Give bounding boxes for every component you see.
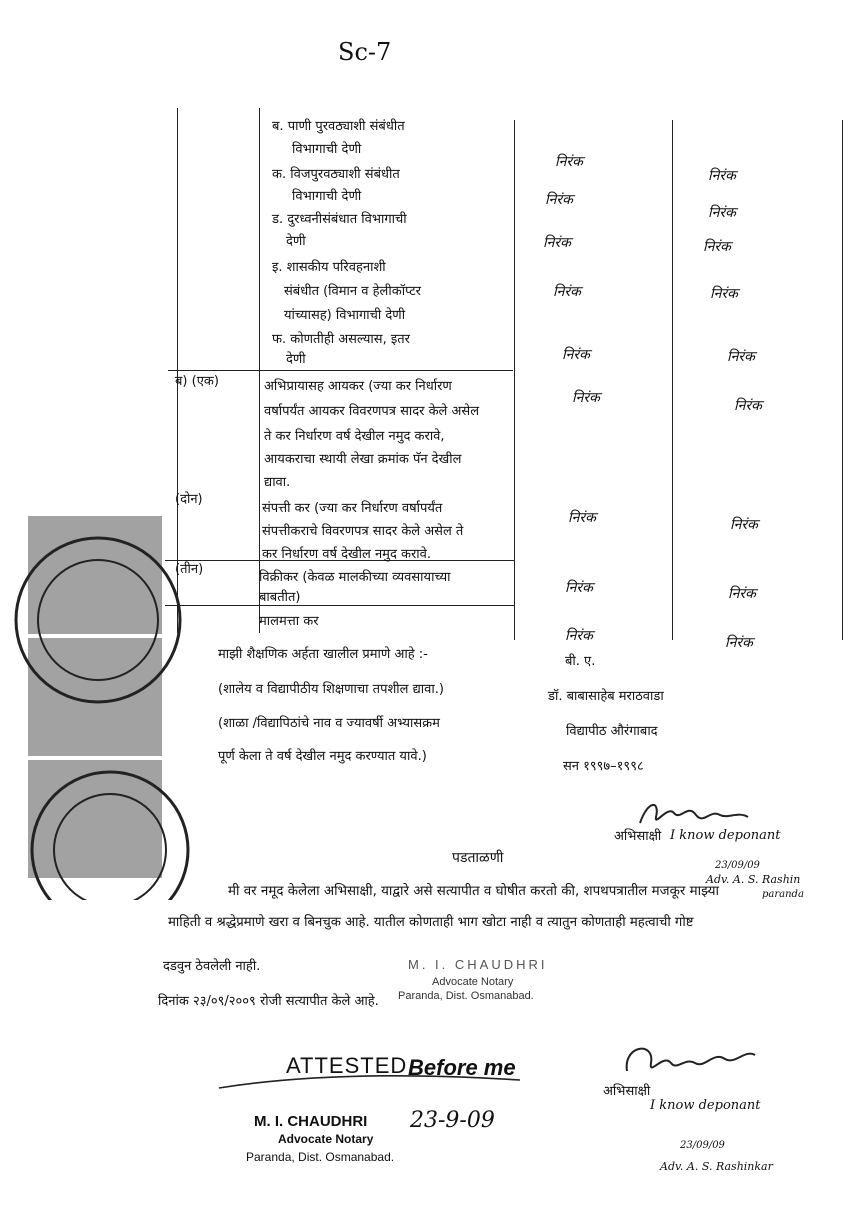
education-value: सन १९९७–१९९८ xyxy=(563,759,644,774)
section-number: ब) (एक) xyxy=(175,374,219,389)
row-label: विभागाची देणी xyxy=(292,189,362,204)
deponent-note: Adv. A. S. Rashinkar xyxy=(660,1160,773,1173)
notary-name: M. I. CHAUDHRI xyxy=(254,1113,368,1130)
deponent-note: I know deponant xyxy=(670,828,781,843)
table-line xyxy=(842,120,843,640)
table-line xyxy=(168,370,513,371)
row-label: संबंधीत (विमान व हेलीकॉप्टर xyxy=(284,284,422,299)
section-text: द्यावा. xyxy=(264,475,291,490)
deponent-note: paranda xyxy=(762,889,804,900)
row-value: निरंक xyxy=(543,235,571,251)
deponent-note: 23/09/09 xyxy=(715,860,760,871)
notary-stamp-place: Paranda, Dist. Osmanabad. xyxy=(398,990,534,1002)
row-value: निरंक xyxy=(555,154,583,170)
education-value: बी. ए. xyxy=(565,654,596,669)
section-text: संपत्तीकराचे विवरणपत्र सादर केले असेल ते xyxy=(262,524,464,539)
row-value: निरंक xyxy=(710,286,738,302)
row-label: यांच्यासह) विभागाची देणी xyxy=(284,308,406,323)
table-line xyxy=(165,605,515,606)
section-text: संपत्ती कर (ज्या कर निर्धारण वर्षापर्यंत xyxy=(262,501,443,516)
education-value: डॉ. बाबासाहेब मराठवाडा xyxy=(548,689,664,704)
row-value: निरंक xyxy=(553,284,581,300)
row-value: निरंक xyxy=(734,398,762,414)
section-text: आयकराचा स्थायी लेखा क्रमांक पॅन देखील xyxy=(264,452,462,467)
notary-stamp-title: Advocate Notary xyxy=(432,976,514,988)
row-value: निरंक xyxy=(568,510,596,526)
section-text: विक्रीकर (केवळ मालकीच्या व्यवसायाच्या xyxy=(259,570,451,585)
education-value: विद्यापीठ औरंगाबाद xyxy=(566,724,658,739)
notary-place: Paranda, Dist. Osmanabad. xyxy=(246,1150,395,1164)
section-number: (दोन) xyxy=(175,492,203,507)
notary-stamp-name: M. I. CHAUDHRI xyxy=(408,957,548,972)
signature-2 xyxy=(615,1033,785,1088)
row-label: ब. पाणी पुरवठ्याशी संबंधीत xyxy=(272,119,405,134)
row-label: देणी xyxy=(286,234,306,249)
education-line: (शालेय व विद्यापीठीय शिक्षणाचा तपशील द्यावा.) xyxy=(218,682,444,697)
row-value: निरंक xyxy=(565,580,593,596)
row-value: निरंक xyxy=(565,628,593,644)
page-code: Sc-7 xyxy=(338,38,392,66)
row-value: निरंक xyxy=(730,517,758,533)
table-line xyxy=(514,120,515,640)
education-line: पूर्ण केला ते वर्ष देखील नमुद करण्यात यावे.) xyxy=(218,749,427,764)
attestation-date: 23-9-09 xyxy=(410,1108,495,1133)
deponent-note: Adv. A. S. Rashin xyxy=(706,873,801,886)
before-me-label: Before me xyxy=(408,1055,516,1080)
row-value: निरंक xyxy=(708,205,736,221)
verification-text: माहिती व श्रद्धेप्रमाणे खरा व बिनचुक आहे. यातील कोणताही भाग खोटा नाही व त्यातुन कोणताही महत्वाची गोष्ट xyxy=(168,915,694,930)
education-line: (शाळा /विद्यापिठांचे नाव व ज्यावर्षी अभ्यासक्रम xyxy=(218,716,440,731)
notary-title: Advocate Notary xyxy=(278,1132,374,1146)
verification-date: दिनांक २३/०९/२००९ रोजी सत्यापीत केले आहे. xyxy=(158,994,379,1009)
row-value: निरंक xyxy=(572,390,600,406)
row-value: निरंक xyxy=(562,347,590,363)
section-text: मालमत्ता कर xyxy=(259,614,319,629)
row-value: निरंक xyxy=(725,635,753,651)
verification-title: पडताळणी xyxy=(452,850,504,866)
row-value: निरंक xyxy=(728,586,756,602)
education-line: माझी शैक्षणिक अर्हता खालील प्रमाणे आहे :- xyxy=(218,647,428,662)
verification-text: दडवुन ठेवलेली नाही. xyxy=(163,959,261,974)
revenue-stamps xyxy=(0,510,210,900)
section-text: कर निर्धारण वर्ष देखील नमुद करावे. xyxy=(262,547,432,562)
deponent-label: अभिसाक्षी xyxy=(614,829,662,844)
deponent-note: I know deponant xyxy=(650,1098,761,1113)
section-text: वर्षापर्यंत आयकर विवरणपत्र सादर केले असेल xyxy=(264,404,480,419)
row-value: निरंक xyxy=(708,168,736,184)
underline-stroke xyxy=(215,1070,525,1098)
row-label: देणी xyxy=(286,352,306,367)
attested-label: ATTESTED xyxy=(286,1053,408,1078)
row-label: ड. दुरध्वनीसंबंधात विभागाची xyxy=(272,212,407,227)
section-number: (तीन) xyxy=(175,562,204,577)
row-value: निरंक xyxy=(703,239,731,255)
section-text: ते कर निर्धारण वर्ष देखील नमुद करावे, xyxy=(264,429,445,444)
deponent-label: अभिसाक्षी xyxy=(603,1084,651,1099)
table-line xyxy=(672,120,673,640)
row-label: इ. शासकीय परिवहनाशी xyxy=(272,260,386,275)
section-text: अभिप्रायासह आयकर (ज्या कर निर्धारण xyxy=(264,379,452,394)
section-text: बाबतीत) xyxy=(259,590,301,605)
deponent-note: 23/09/09 xyxy=(680,1140,725,1151)
row-value: निरंक xyxy=(545,192,573,208)
row-label: क. विजपुरवठ्याशी संबंधीत xyxy=(272,167,400,182)
row-label: विभागाची देणी xyxy=(292,142,362,157)
row-label: फ. कोणतीही असल्यास, इतर xyxy=(272,332,410,347)
row-value: निरंक xyxy=(727,349,755,365)
verification-text: मी वर नमूद केलेला अभिसाक्षी, याद्वारे असे सत्यापीत व घोषीत करतो की, शपथपत्रातील मजकूर माझ्या xyxy=(228,884,719,899)
